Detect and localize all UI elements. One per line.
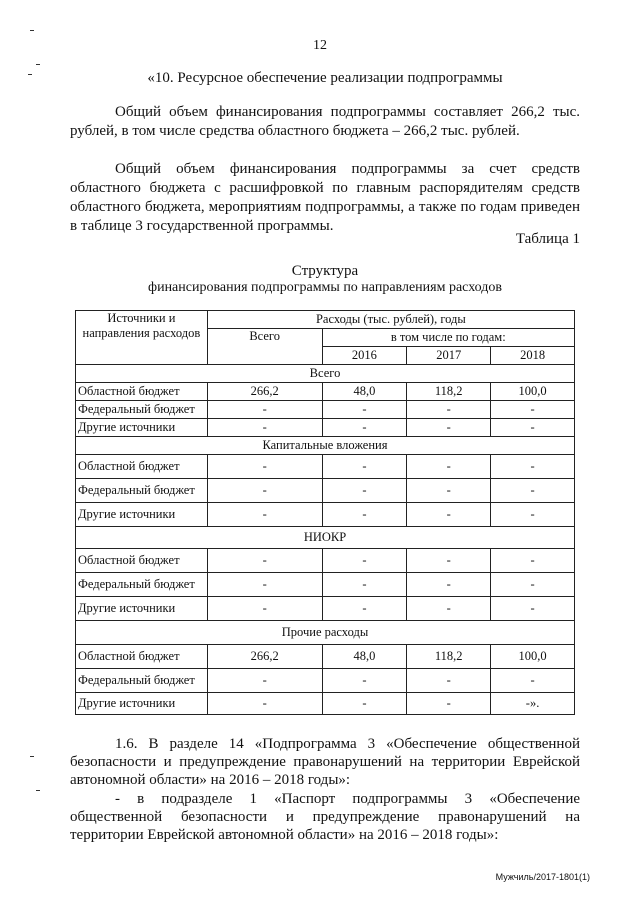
header-expenses: Расходы (тыс. рублей), годы — [207, 311, 574, 329]
scan-mark — [36, 790, 40, 791]
cell-value: 100,0 — [491, 383, 575, 401]
table-row — [76, 573, 575, 597]
paragraph-total-funding: Общий объем финансирования подпрограммы составляет 266,2 тыс. рублей, в том числе средства областного бюджета – 266,2 тыс. рублей. — [70, 104, 580, 139]
table-row — [76, 419, 575, 437]
table-row — [76, 401, 575, 419]
cell-value: - — [322, 693, 407, 715]
scan-mark — [30, 756, 34, 757]
cell-value: - — [407, 479, 491, 503]
paragraph-subsection-1: - в подразделе 1 «Паспорт подпрограммы 3 «Обеспечение общественной безопасности и предупреждение правонарушений на территории Еврейской автономной области» на 2016 – 2018 годы»: — [70, 791, 580, 843]
cell-value: - — [322, 455, 407, 479]
row-label: Федеральный бюджет — [76, 573, 208, 597]
structure-subtitle: финансирования подпрограммы по направлениям расходов — [148, 280, 502, 295]
cell-value: - — [207, 455, 322, 479]
section-title: Капитальные вложения — [76, 437, 575, 455]
cell-value: - — [322, 479, 407, 503]
cell-value: 48,0 — [322, 645, 407, 669]
section-row — [76, 621, 575, 645]
cell-value: - — [491, 479, 575, 503]
cell-value: - — [207, 479, 322, 503]
cell-value: - — [322, 669, 407, 693]
cell-value: - — [491, 669, 575, 693]
cell-value: 48,0 — [322, 383, 407, 401]
row-label: Федеральный бюджет — [76, 479, 208, 503]
row-label: Областной бюджет — [76, 455, 208, 479]
cell-value: - — [491, 503, 575, 527]
header-year: 2017 — [407, 347, 491, 365]
table-row — [76, 693, 575, 715]
table-row — [76, 479, 575, 503]
table-row — [76, 597, 575, 621]
cell-value: - — [407, 549, 491, 573]
cell-value: - — [407, 573, 491, 597]
cell-value: - — [407, 455, 491, 479]
table-row — [76, 549, 575, 573]
cell-value: - — [207, 597, 322, 621]
section-title: НИОКР — [76, 527, 575, 549]
cell-value: - — [407, 669, 491, 693]
row-label: Федеральный бюджет — [76, 669, 208, 693]
cell-value: - — [207, 669, 322, 693]
row-label: Другие источники — [76, 419, 208, 437]
cell-value: - — [491, 419, 575, 437]
scan-mark — [28, 74, 32, 75]
funding-table — [75, 310, 575, 715]
cell-value: - — [322, 597, 407, 621]
cell-value: - — [207, 503, 322, 527]
cell-value: - — [491, 455, 575, 479]
cell-value: - — [322, 573, 407, 597]
cell-value: 266,2 — [207, 645, 322, 669]
cell-value: - — [407, 693, 491, 715]
header-sources: Источники и направления расходов — [76, 311, 208, 365]
table-row — [76, 669, 575, 693]
section-row — [76, 527, 575, 549]
table-header-row — [76, 311, 575, 329]
section-title: Прочие расходы — [76, 621, 575, 645]
cell-value: - — [322, 401, 407, 419]
cell-value: - — [491, 573, 575, 597]
section-row — [76, 365, 575, 383]
header-year: 2016 — [322, 347, 407, 365]
cell-value: - — [491, 597, 575, 621]
row-label: Областной бюджет — [76, 645, 208, 669]
cell-value: - — [491, 549, 575, 573]
cell-value: 118,2 — [407, 383, 491, 401]
cell-value: - — [322, 549, 407, 573]
table-row — [76, 455, 575, 479]
row-label: Федеральный бюджет — [76, 401, 208, 419]
row-label: Областной бюджет — [76, 549, 208, 573]
cell-value: - — [407, 401, 491, 419]
page-number: 12 — [313, 38, 327, 53]
table-row — [76, 645, 575, 669]
cell-value: - — [407, 503, 491, 527]
row-label: Областной бюджет — [76, 383, 208, 401]
section-heading: «10. Ресурсное обеспечение реализации подпрограммы — [147, 70, 503, 86]
paragraph-section-14: 1.6. В разделе 14 «Подпрограмма 3 «Обеспечение общественной безопасности и предупреждение правонарушений на территории Еврейской автономной области» на 2016 – 2018 годы»: — [70, 736, 580, 788]
scan-mark — [36, 64, 40, 65]
scan-mark — [30, 30, 34, 31]
cell-value: 118,2 — [407, 645, 491, 669]
cell-value: - — [322, 419, 407, 437]
cell-value: 100,0 — [491, 645, 575, 669]
section-title: Всего — [76, 365, 575, 383]
table-row — [76, 503, 575, 527]
cell-value: - — [207, 693, 322, 715]
row-label: Другие источники — [76, 503, 208, 527]
document-footer-code: Мужчиль/2017-1801(1) — [495, 872, 590, 882]
row-label: Другие источники — [76, 693, 208, 715]
cell-value: 266,2 — [207, 383, 322, 401]
cell-value: - — [491, 401, 575, 419]
paragraph-funding-breakdown: Общий объем финансирования подпрограммы за счет средств областного бюджета с расшифровкой по главным распорядителям средств областного бюджета, мероприятиям подпрограммы, а также по годам приведен в таблице 3 государственной программы. — [70, 161, 580, 234]
cell-value: - — [207, 419, 322, 437]
header-including: в том числе по годам: — [322, 329, 574, 347]
cell-value: - — [407, 419, 491, 437]
cell-value: - — [207, 549, 322, 573]
cell-value: - — [207, 401, 322, 419]
row-label: Другие источники — [76, 597, 208, 621]
cell-value: - — [322, 503, 407, 527]
header-total: Всего — [207, 329, 322, 365]
cell-value: -». — [491, 693, 575, 715]
structure-title: Структура — [291, 263, 359, 279]
header-year: 2018 — [491, 347, 575, 365]
table-label: Таблица 1 — [515, 231, 580, 247]
cell-value: - — [407, 597, 491, 621]
table-row — [76, 383, 575, 401]
section-row — [76, 437, 575, 455]
cell-value: - — [207, 573, 322, 597]
